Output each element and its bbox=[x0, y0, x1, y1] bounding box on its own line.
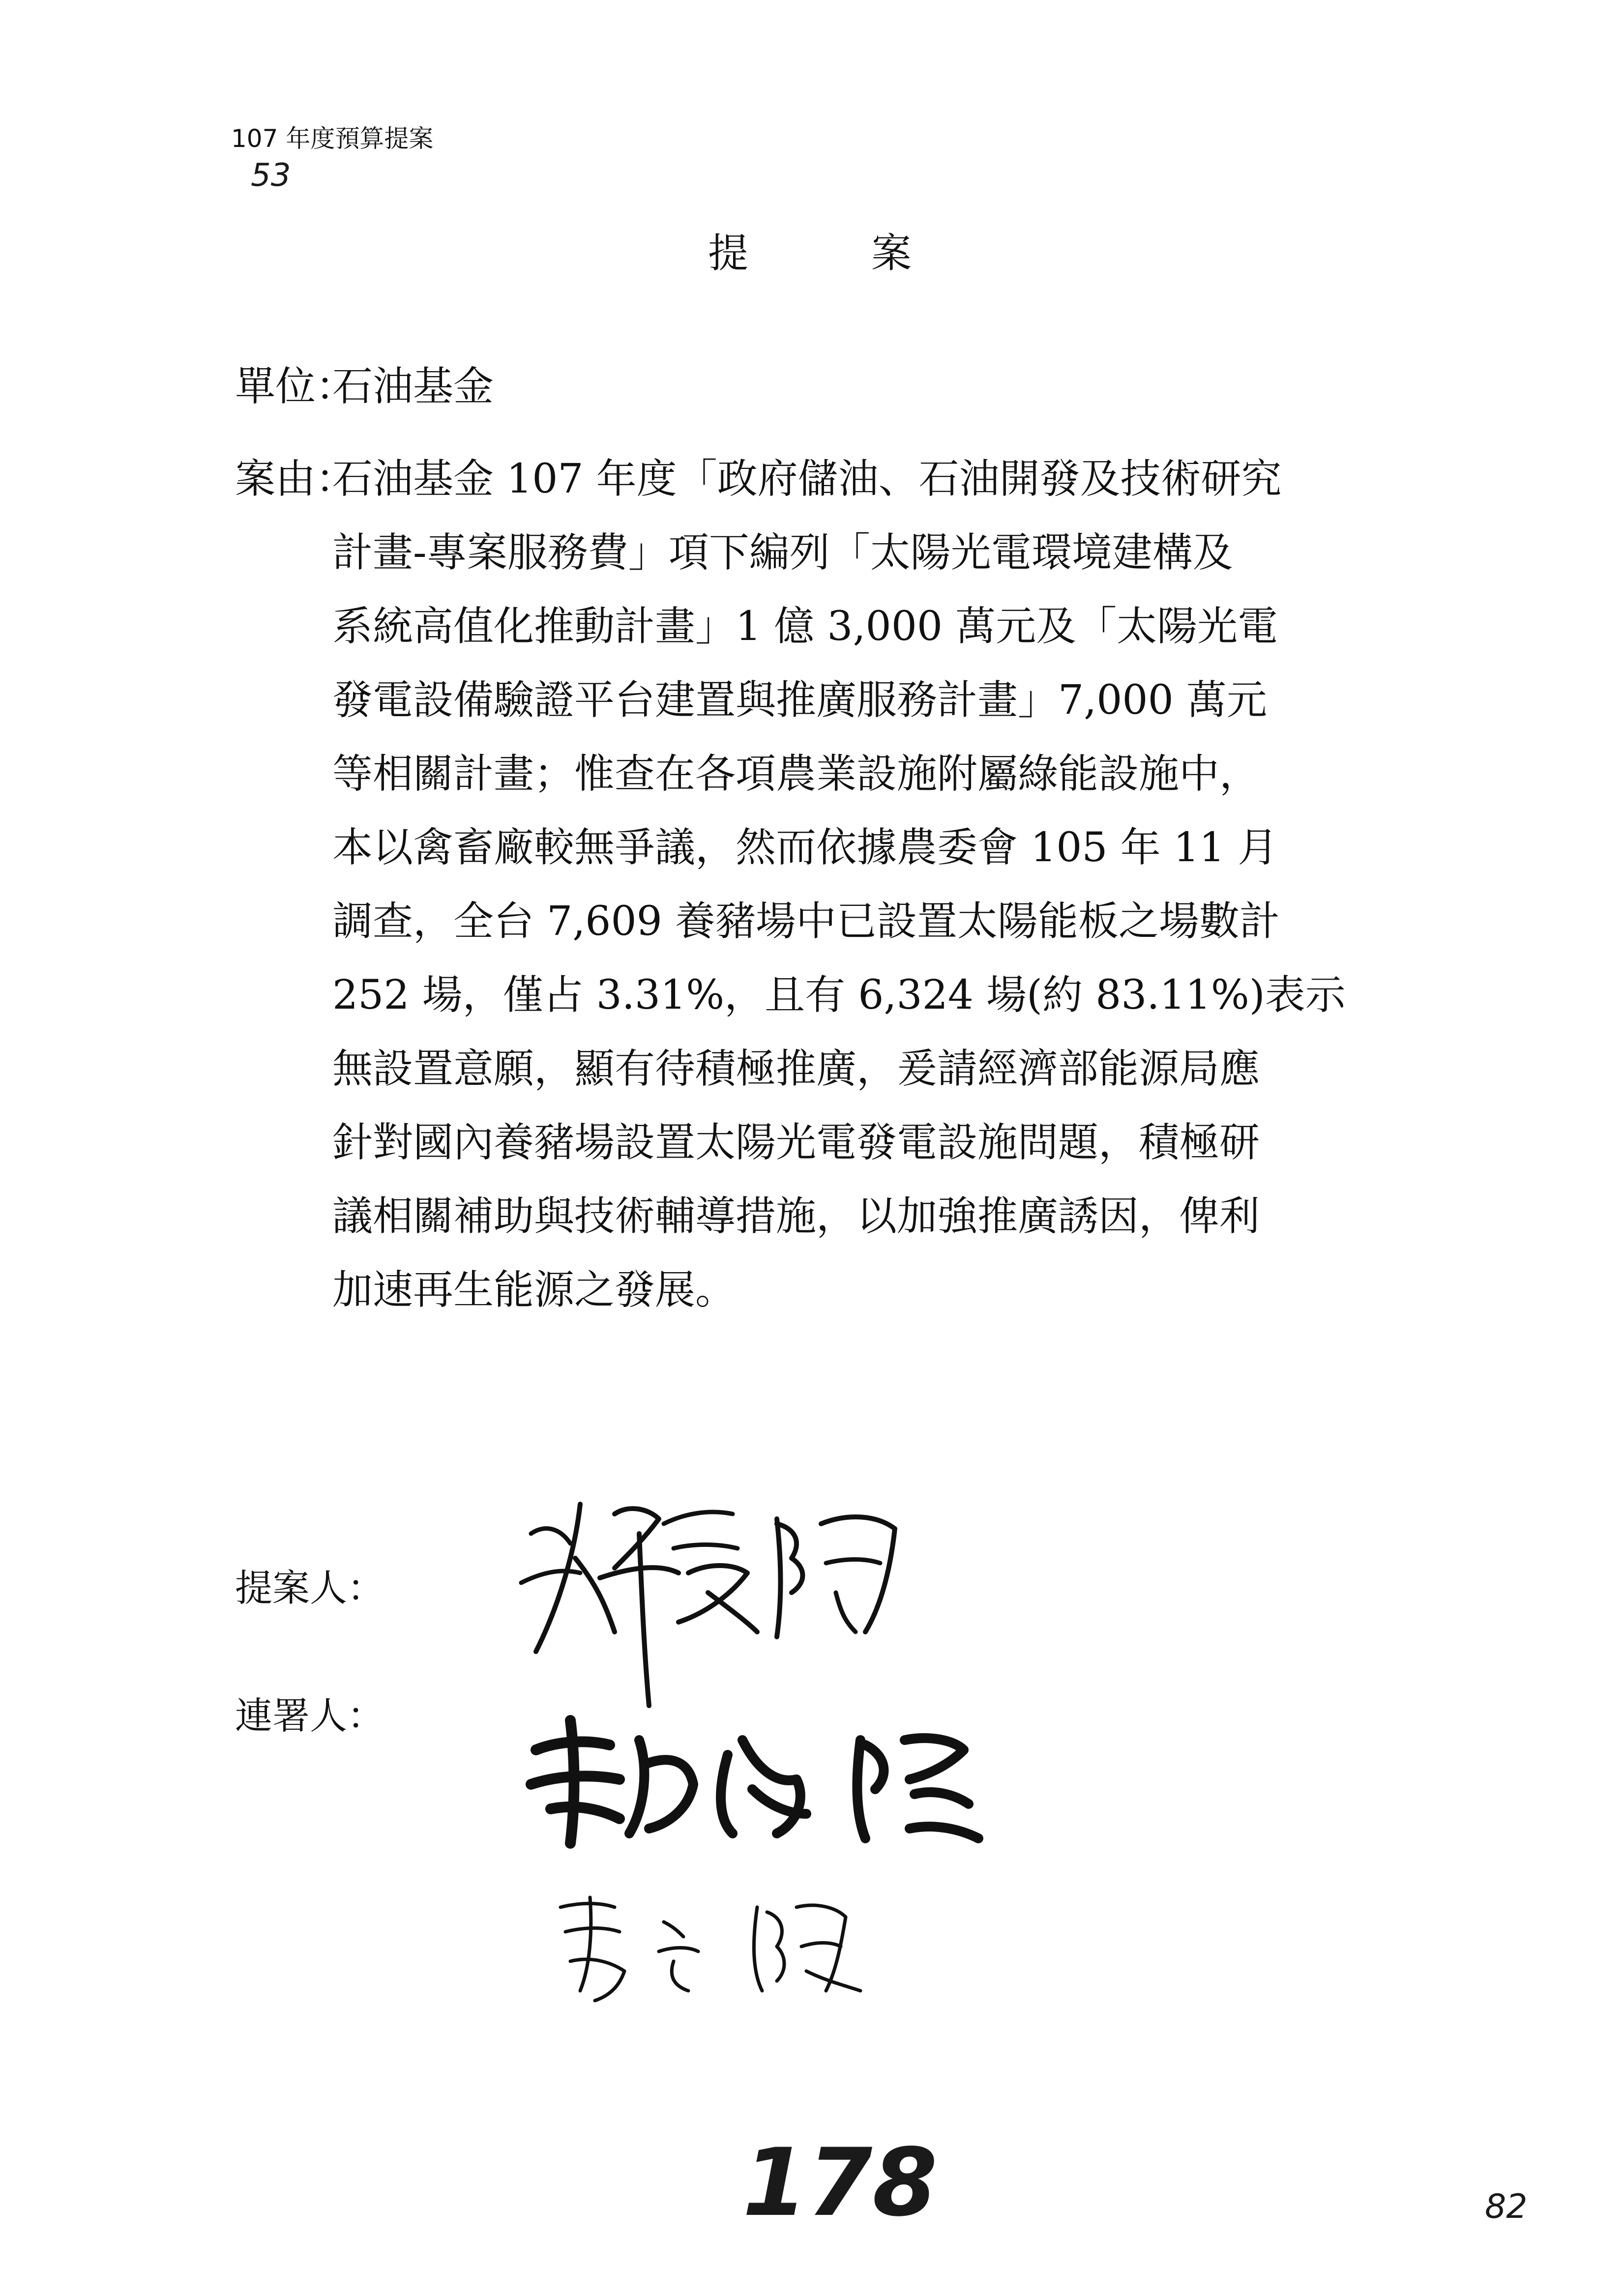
cosigner-signature bbox=[551, 1888, 865, 2005]
reason-line: 調查，全台 7,609 養豬場中已設置太陽能板之場數計 bbox=[332, 898, 1280, 945]
unit-value: 石油基金 bbox=[332, 363, 494, 410]
document-title: 提案 bbox=[708, 230, 1034, 277]
page-number: 178 bbox=[742, 2128, 938, 2237]
reason-line: 本以禽畜廠較無爭議，然而依據農委會 105 年 11 月 bbox=[332, 824, 1278, 871]
reason-line: 計畫-專案服務費」項下編列「太陽光電環境建構及 bbox=[332, 529, 1233, 576]
header-label: 107 年度預算提案 bbox=[231, 124, 434, 153]
reason-label: 案由： bbox=[235, 456, 356, 502]
handwritten-note-bottom: 82 bbox=[1485, 2187, 1528, 2226]
reason-line: 系統高值化推動計畫」1 億 3,000 萬元及「太陽光電 bbox=[332, 603, 1278, 650]
unit-label: 單位： bbox=[235, 363, 356, 410]
reason-line: 等相關計畫；惟查在各項農業設施附屬綠能設施中， bbox=[332, 751, 1260, 797]
reason-line: 針對國內養豬場設置太陽光電發電設施問題，積極研 bbox=[332, 1119, 1260, 1166]
reason-line: 無設置意願，顯有待積極推廣，爰請經濟部能源局應 bbox=[332, 1046, 1260, 1092]
handwritten-note-top: 53 bbox=[251, 157, 291, 194]
reason-line: 議相關補助與技術輔導措施，以加強推廣誘因，俾利 bbox=[332, 1193, 1260, 1240]
proposer-label: 提案人： bbox=[235, 1566, 384, 1610]
reason-line: 發電設備驗證平台建置與推廣服務計畫」7,000 萬元 bbox=[332, 677, 1267, 724]
reason-body bbox=[332, 442, 1394, 1327]
proposer-signature bbox=[502, 1475, 944, 1730]
cosigner-label: 連署人： bbox=[235, 1694, 384, 1738]
reason-line: 石油基金 107 年度「政府儲油、石油開發及技術研究 bbox=[332, 456, 1282, 502]
reason-line: 加速再生能源之發展。 bbox=[332, 1267, 736, 1313]
cosigner-signature bbox=[521, 1711, 993, 1858]
reason-line: 252 場，僅占 3.31%，且有 6,324 場(約 83.11%)表示 bbox=[332, 972, 1346, 1018]
